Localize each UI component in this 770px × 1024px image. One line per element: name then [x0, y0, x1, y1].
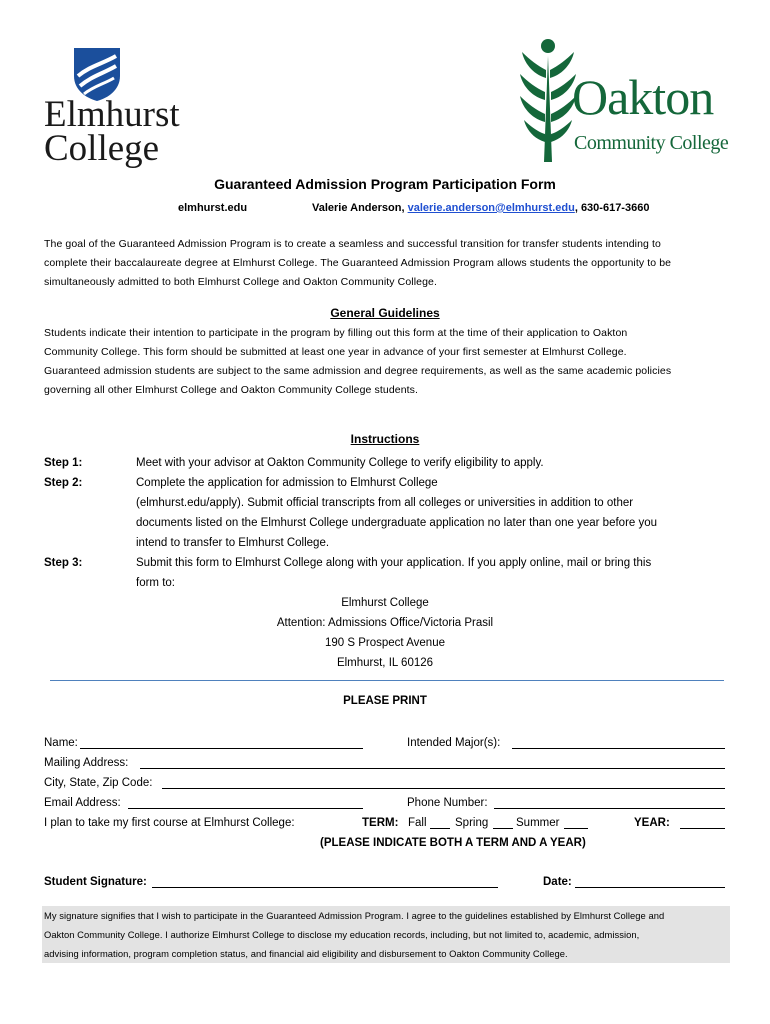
first-course-label: I plan to take my first course at Elmhurst College:: [44, 817, 295, 829]
elmhurst-logo-line2: College: [44, 128, 160, 169]
guidelines-line: governing all other Elmhurst College and Oakton Community College students.: [44, 384, 419, 396]
intro-line: simultaneously admitted to both Elmhurst College and Oakton Community College.: [44, 276, 437, 288]
name-label: Name:: [44, 737, 78, 749]
disclaimer-line: advising information, program completion status, and financial aid eligibility and disbursement to Oakton Community College.: [44, 948, 568, 959]
website-text: elmhurst.edu: [178, 202, 248, 214]
disclaimer-line: Oakton Community College. I authorize Elmhurst College to disclose my education records, including, but not limited to, academic, admission,: [44, 929, 640, 940]
page-title: Guaranteed Admission Program Participation Form: [214, 176, 556, 192]
section-divider: [50, 680, 724, 681]
step2-line: intend to transfer to Elmhurst College.: [136, 537, 330, 549]
fall-label: Fall: [408, 817, 427, 829]
guidelines-line: Community College. This form should be submitted at least one year in advance of your first semester at Elmhurst College.: [44, 346, 627, 358]
guidelines-line: Students indicate their intention to participate in the program by filling out this form at the time of their application to Oakton: [44, 327, 628, 339]
step3-line: form to:: [136, 577, 175, 589]
date-field[interactable]: [575, 887, 725, 888]
step2-line: (elmhurst.edu/apply). Submit official transcripts from all colleges or universities in addition to other: [136, 497, 634, 509]
address-line: 190 S Prospect Avenue: [325, 637, 445, 649]
step2-line: documents listed on the Elmhurst College undergraduate application no later than one year before you: [136, 517, 658, 529]
year-field[interactable]: [680, 828, 725, 829]
address-line: Attention: Admissions Office/Victoria Prasil: [276, 617, 494, 629]
contact-phone: , 630-617-3660: [574, 202, 650, 214]
mailing-address-field[interactable]: [140, 768, 725, 769]
guidelines-line: Guaranteed admission students are subject to the same admission and degree requirements, as well as the same academic policies: [44, 365, 672, 377]
step2-line: Complete the application for admission to Elmhurst College: [136, 477, 438, 489]
date-label: Date:: [543, 876, 572, 888]
phone-field[interactable]: [494, 808, 725, 809]
mailing-address-block: [0, 593, 770, 673]
step1-text: Meet with your advisor at Oakton Community College to verify eligibility to apply.: [136, 457, 544, 469]
oakton-logo: [514, 38, 734, 163]
guidelines-heading: General Guidelines: [330, 306, 440, 320]
disclaimer-line: My signature signifies that I wish to participate in the Guaranteed Admission Program. I agree to the guidelines established by Elmhurst College and: [44, 910, 665, 921]
city-state-zip-field[interactable]: [162, 788, 725, 789]
summer-field[interactable]: [564, 828, 588, 829]
name-field[interactable]: [80, 748, 363, 749]
major-field[interactable]: [512, 748, 725, 749]
step2-text: [136, 473, 726, 553]
phone-label: Phone Number:: [407, 797, 488, 809]
intro-line: The goal of the Guaranteed Admission Program is to create a seamless and successful transition for transfer students intending to: [44, 238, 661, 250]
step2-label: Step 2:: [44, 477, 83, 489]
address-line: Elmhurst, IL 60126: [336, 657, 434, 669]
instructions-heading: Instructions: [350, 432, 420, 446]
email-field[interactable]: [128, 808, 363, 809]
oakton-logo-sub: Community College: [574, 132, 729, 154]
signature-disclaimer: [42, 906, 730, 963]
step3-text: [136, 553, 726, 593]
year-label: YEAR:: [634, 817, 670, 829]
email-label: Email Address:: [44, 797, 121, 809]
fall-field[interactable]: [430, 828, 450, 829]
signature-field[interactable]: [152, 887, 498, 888]
mailing-address-label: Mailing Address:: [44, 757, 129, 769]
major-label: Intended Major(s):: [407, 737, 501, 749]
summer-label: Summer: [516, 817, 560, 829]
signature-label: Student Signature:: [44, 876, 147, 888]
elmhurst-logo: [44, 46, 204, 171]
step3-line: Submit this form to Elmhurst College along with your application. If you apply online, mail or bring this: [136, 557, 652, 569]
elmhurst-logo-line1: Elmhurst: [44, 94, 180, 135]
city-state-zip-label: City, State, Zip Code:: [44, 777, 153, 789]
guidelines-paragraph: [44, 324, 734, 400]
term-label: TERM:: [362, 817, 399, 829]
oakton-tree-icon: [518, 38, 578, 162]
contact-email-link[interactable]: valerie.anderson@elmhurst.edu: [407, 202, 575, 214]
contact-line: [312, 199, 649, 218]
oakton-logo-main: Oakton: [572, 69, 714, 125]
address-line: Elmhurst College: [341, 597, 429, 609]
step1-label: Step 1:: [44, 457, 83, 469]
term-note: (PLEASE INDICATE BOTH A TERM AND A YEAR): [320, 837, 586, 849]
spring-label: Spring: [455, 817, 489, 829]
step3-label: Step 3:: [44, 557, 83, 569]
contact-name: Valerie Anderson,: [312, 202, 405, 214]
intro-paragraph: [44, 235, 734, 292]
spring-field[interactable]: [493, 828, 513, 829]
intro-line: complete their baccalaureate degree at Elmhurst College. The Guaranteed Admission Program allows students the opportunity to be: [44, 257, 672, 269]
please-print-label: PLEASE PRINT: [343, 695, 427, 707]
